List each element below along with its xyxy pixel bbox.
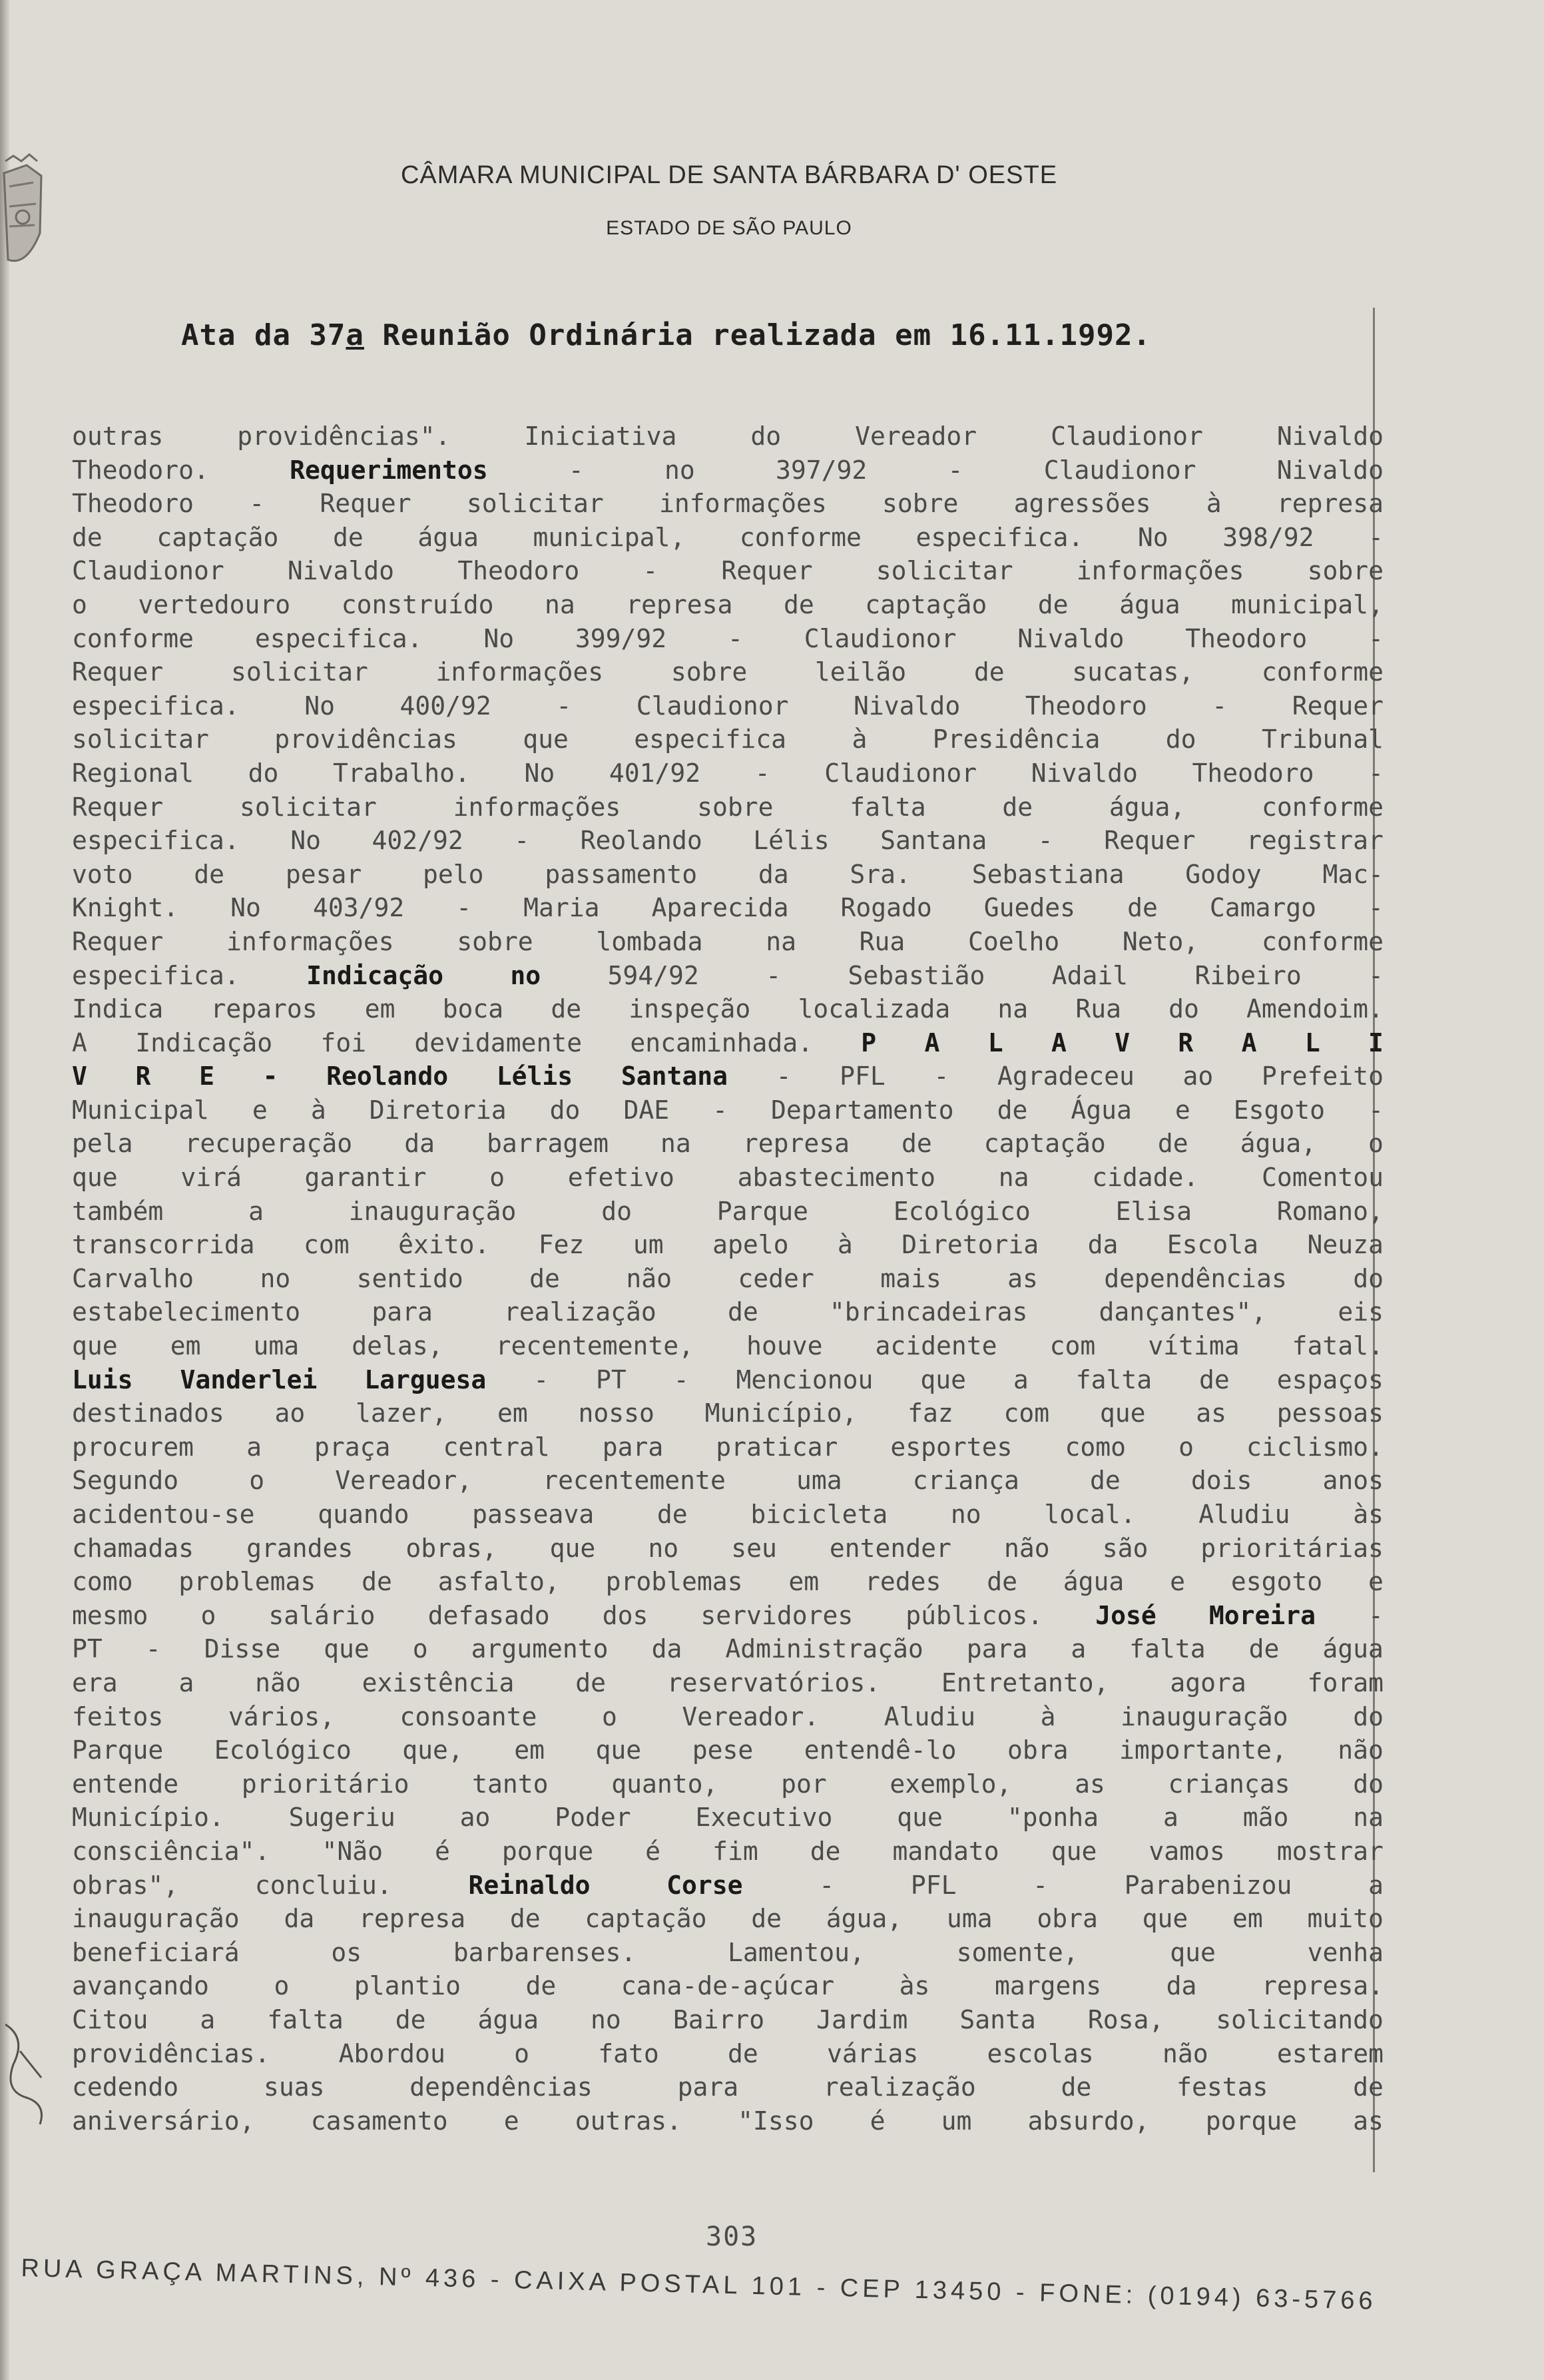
text-line: A Indicação foi devidamente encaminhada. P A L A V R A L I [72, 1028, 1384, 1057]
text-line: estabelecimento para realização de "brincadeiras dançantes", eis [72, 1297, 1384, 1327]
state-subtitle: ESTADO DE SÃO PAULO [606, 217, 852, 239]
text-line: que virá garantir o efetivo abastecimento na cidade. Comentou [72, 1163, 1384, 1193]
text-line: consciência". "Não é porque é fim de mandato que vamos mostrar [72, 1836, 1384, 1866]
text-line: Segundo o Vereador, recentemente uma criança de dois anos [72, 1466, 1384, 1496]
footer-address: RUA GRAÇA MARTINS, Nº 436 - CAIXA POSTAL 101 - CEP 13450 - FONE: (0194) 63-5766 [20, 2254, 1378, 2315]
text-line: Requer solicitar informações sobre leilão de sucatas, conforme [72, 657, 1384, 687]
text-line: destinados ao lazer, em nosso Município, faz com que as pessoas [72, 1398, 1384, 1428]
institution-title: CÂMARA MUNICIPAL DE SANTA BÁRBARA D' OESTE [400, 161, 1058, 189]
text-line: Requer informações sobre lombada na Rua Coelho Neto, conforme [72, 926, 1384, 956]
text-line: transcorrida com êxito. Fez um apelo à Diretoria da Escola Neuza [72, 1230, 1384, 1260]
text-line: procurem a praça central para praticar esportes como o ciclismo. [72, 1432, 1384, 1462]
text-line: especifica. No 402/92 - Reolando Lélis Santana - Requer registrar [72, 826, 1384, 856]
text-line: especifica. Indicação no 594/92 - Sebastião Adail Ribeiro - [72, 960, 1384, 990]
heading-ordinal: a [346, 318, 364, 352]
text-line: Knight. No 403/92 - Maria Aparecida Rogado Guedes de Camargo - [72, 893, 1384, 923]
minutes-heading [181, 318, 1151, 352]
handwritten-margin-mark [0, 2011, 53, 2131]
text-line: outras providências". Iniciativa do Vereador Claudionor Nivaldo [72, 422, 1384, 451]
heading-suffix: Reunião Ordinária realizada em 16.11.1992. [364, 318, 1152, 352]
minutes-body [72, 420, 1384, 2138]
text-line: de captação de água municipal, conforme especifica. No 398/92 - [72, 522, 1384, 552]
text-line: especifica. No 400/92 - Claudionor Nivaldo Theodoro - Requer [72, 691, 1384, 721]
text-line: V R E - Reolando Lélis Santana - PFL - Agradeceu ao Prefeito [72, 1061, 1384, 1091]
text-line: Carvalho no sentido de não ceder mais as dependências do [72, 1263, 1384, 1293]
text-line: que em uma delas, recentemente, houve acidente com vítima fatal. [72, 1331, 1384, 1361]
text-line: beneficiará os barbarenses. Lamentou, somente, que venha [72, 1937, 1384, 1967]
text-line: Claudionor Nivaldo Theodoro - Requer solicitar informações sobre [72, 556, 1384, 586]
text-line: também a inauguração do Parque Ecológico Elisa Romano, [72, 1196, 1384, 1226]
text-line: inauguração da represa de captação de água, uma obra que em muito [72, 1904, 1384, 1934]
heading-prefix: Ata da 37 [181, 318, 346, 352]
text-line: Parque Ecológico que, em que pese entendê-lo obra importante, não [72, 1735, 1384, 1765]
text-line: entende prioritário tanto quanto, por exemplo, as crianças do [72, 1769, 1384, 1799]
text-line: PT - Disse que o argumento da Administração para a falta de água [72, 1634, 1384, 1664]
text-line: Indica reparos em boca de inspeção localizada na Rua do Amendoim. [72, 994, 1384, 1024]
text-line: chamadas grandes obras, que no seu entender não são prioritárias [72, 1533, 1384, 1563]
text-line: como problemas de asfalto, problemas em redes de água e esgoto e [72, 1567, 1384, 1597]
text-line: voto de pesar pelo passamento da Sra. Sebastiana Godoy Mac- [72, 859, 1384, 889]
text-line: Luis Vanderlei Larguesa - PT - Mencionou que a falta de espaços [72, 1364, 1384, 1394]
text-line: Requer solicitar informações sobre falta de água, conforme [72, 792, 1384, 822]
text-line: mesmo o salário defasado dos servidores públicos. José Moreira - [72, 1600, 1384, 1630]
text-line: conforme especifica. No 399/92 - Claudionor Nivaldo Theodoro - [72, 623, 1384, 653]
text-line: Theodoro - Requer solicitar informações sobre agressões à represa [72, 489, 1384, 519]
text-line: era a não existência de reservatórios. Entretanto, agora foram [72, 1667, 1384, 1697]
text-line: o vertedouro construído na represa de captação de água municipal, [72, 589, 1384, 619]
text-line: Citou a falta de água no Bairro Jardim Santa Rosa, solicitando [72, 2004, 1384, 2034]
text-line: aniversário, casamento e outras. "Isso é um absurdo, porque as [72, 2106, 1384, 2136]
text-line: Theodoro. Requerimentos - no 397/92 - Claudionor Nivaldo [72, 455, 1384, 485]
text-line: solicitar providências que especifica à Presidência do Tribunal [72, 725, 1384, 754]
text-line: Município. Sugeriu ao Poder Executivo que "ponha a mão na [72, 1803, 1384, 1833]
text-line: acidentou-se quando passeava de bicicleta no local. Aludiu às [72, 1500, 1384, 1529]
text-line: avançando o plantio de cana-de-açúcar às margens da represa. [72, 1971, 1384, 2001]
text-line: pela recuperação da barragem na represa de captação de água, o [72, 1129, 1384, 1159]
text-line: obras", concluiu. Reinaldo Corse - PFL - Parabenizou a [72, 1870, 1384, 1900]
text-line: providências. Abordou o fato de várias escolas não estarem [72, 2038, 1384, 2068]
text-line: feitos vários, consoante o Vereador. Aludiu à inauguração do [72, 1701, 1384, 1731]
text-line: Regional do Trabalho. No 401/92 - Claudionor Nivaldo Theodoro - [72, 758, 1384, 788]
text-line: cedendo suas dependências para realização de festas de [72, 2072, 1384, 2102]
page-number: 303 [706, 2222, 758, 2252]
text-line: Municipal e à Diretoria do DAE - Departamento de Água e Esgoto - [72, 1095, 1384, 1125]
